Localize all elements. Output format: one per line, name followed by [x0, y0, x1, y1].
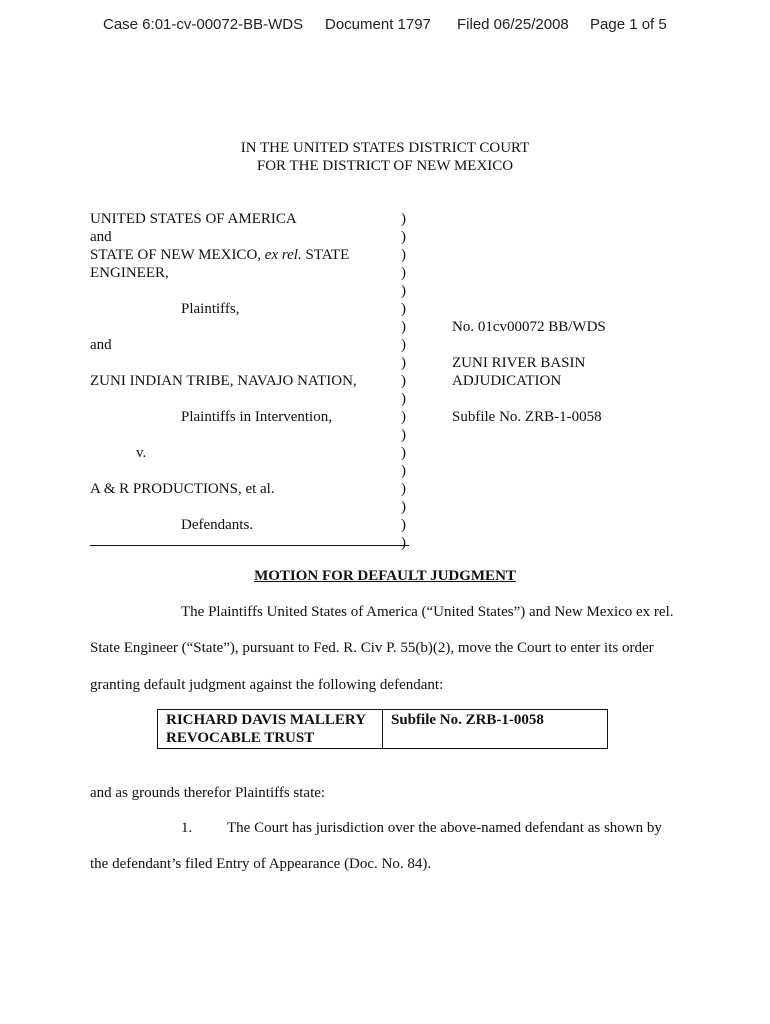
page-count-header: Page 1 of 5	[590, 16, 667, 33]
defendant-table	[157, 709, 608, 749]
defendant-name-line2: REVOCABLE TRUST	[166, 730, 315, 746]
item-1-line-1: The Court has jurisdiction over the above-named defendant as shown by	[227, 820, 662, 836]
paragraph-1-line-2: State Engineer (“State”), pursuant to Fed. R. Civ P. 55(b)(2), move the Court to enter its order	[90, 640, 654, 656]
party-state-engineer: ENGINEER,	[90, 265, 169, 281]
item-1-number: 1.	[181, 820, 193, 836]
caption-parenthesis-column: ) ) ) ) ) ) ) ) ) ) ) ) ) ) ) ) ) ) )	[401, 211, 406, 551]
ex-rel-italic: ex rel.	[264, 247, 302, 263]
plaintiffs-role: Plaintiffs,	[181, 301, 240, 317]
filed-date-header: Filed 06/25/2008	[457, 16, 569, 33]
case-number-header: Case 6:01-cv-00072-BB-WDS	[103, 16, 304, 33]
defendants-role: Defendants.	[181, 517, 254, 533]
basin-name-line2: ADJUDICATION	[452, 373, 562, 389]
defendant-subfile: Subfile No. ZRB-1-0058	[391, 712, 544, 728]
paragraph-1-line-3: granting default judgment against the following defendant:	[90, 677, 444, 693]
subfile-number: Subfile No. ZRB-1-0058	[452, 409, 602, 425]
versus: v.	[136, 445, 147, 461]
grounds-intro: and as grounds therefor Plaintiffs state:	[90, 785, 326, 801]
caption-and-1: and	[90, 229, 112, 245]
intervenor-parties: ZUNI INDIAN TRIBE, NAVAJO NATION,	[90, 373, 357, 389]
defendant-row	[158, 710, 608, 749]
item-1-line-2: the defendant’s filed Entry of Appearance (Doc. No. 84).	[90, 856, 432, 872]
motion-title: MOTION FOR DEFAULT JUDGMENT	[254, 568, 516, 584]
party-state-prefix: STATE OF NEW MEXICO,	[90, 247, 265, 263]
caption-and-2: and	[90, 337, 112, 353]
defendant-name-line1: RICHARD DAVIS MALLERY	[166, 712, 367, 728]
intervenors-role: Plaintiffs in Intervention,	[181, 409, 332, 425]
party-state-new-mexico	[90, 247, 349, 264]
party-united-states: UNITED STATES OF AMERICA	[90, 211, 297, 227]
case-number: No. 01cv00072 BB/WDS	[452, 319, 606, 335]
paragraph-1-line-1: The Plaintiffs United States of America (“United States”) and New Mexico ex rel.	[181, 604, 674, 620]
defendant-name-cell	[158, 710, 383, 749]
caption-underline	[90, 545, 409, 546]
party-state-suffix: STATE	[301, 247, 350, 263]
defendant-parties: A & R PRODUCTIONS, et al.	[90, 481, 275, 497]
defendant-subfile-cell	[383, 710, 608, 749]
court-name-line1: IN THE UNITED STATES DISTRICT COURT	[240, 140, 530, 156]
basin-name-line1: ZUNI RIVER BASIN	[452, 355, 586, 371]
document-number-header: Document 1797	[325, 16, 431, 33]
court-name-line2: FOR THE DISTRICT OF NEW MEXICO	[256, 158, 514, 174]
